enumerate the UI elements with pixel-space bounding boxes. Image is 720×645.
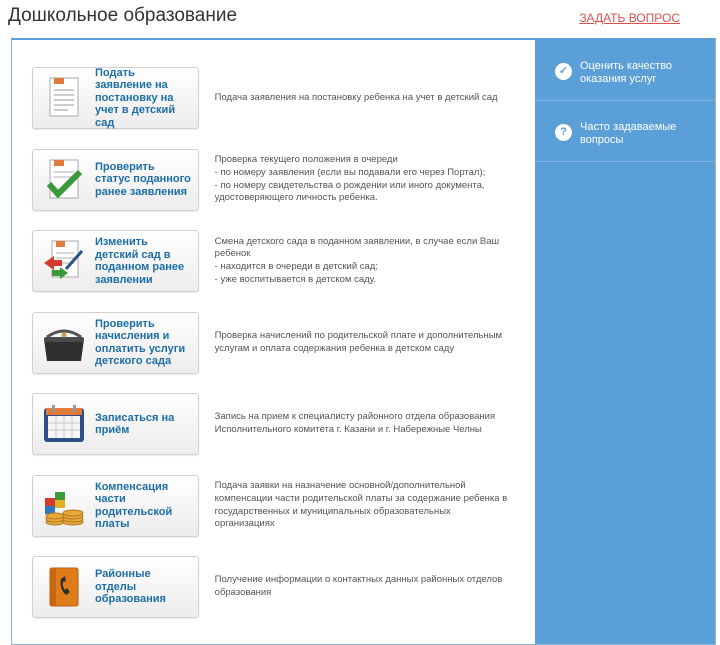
question-icon: ?	[555, 124, 572, 141]
document-check-icon	[41, 157, 87, 203]
payments-description: Проверка начислений по родительской плате и дополнительным услугам и оплата содержания ребенка в детском саду	[214, 329, 503, 354]
document-edit-icon	[41, 238, 87, 284]
coins-icon	[41, 483, 87, 529]
check-status-button-label: Проверить статус поданного ранее заявления	[95, 160, 191, 198]
sidebar-item-faq[interactable]	[535, 101, 715, 162]
service-row-compensation	[32, 475, 512, 537]
sidebar	[535, 40, 715, 644]
page-title: Дошкольное образование	[8, 5, 238, 26]
compensation-description: Подача заявки на назначение основной/дополнительной компенсации части родительской платы за содержание ребенка в государственных и муниципальных образовательных организациях	[214, 480, 508, 530]
service-row-payments	[32, 312, 512, 374]
appointment-button-label: Записаться на приём	[95, 411, 175, 436]
sidebar-item-label: Оценить качество оказания услуг	[580, 60, 673, 85]
sidebar-item-label: Часто задаваемые вопросы	[580, 121, 677, 146]
apply-button-label: Подать заявление на постановку на учет в детский сад	[95, 66, 176, 129]
apply-description: Подача заявления на постановку ребенка на учет в детский сад	[214, 91, 498, 103]
service-row-appointment	[32, 393, 512, 455]
appointment-button[interactable]	[32, 393, 199, 455]
document-icon	[41, 75, 87, 121]
apply-button[interactable]	[32, 67, 199, 129]
services-list	[32, 67, 512, 638]
payments-button[interactable]	[32, 312, 199, 374]
district-offices-description: Получение информации о контактных данных районных отделов образования	[214, 574, 503, 598]
appointment-description: Запись на прием к специалисту районного отдела образования Исполнительного комитета г. Казани и г. Набережные Челны	[214, 411, 496, 435]
payments-button-label: Проверить начисления и оплатить услуги детского сада	[95, 317, 186, 367]
services-panel	[11, 38, 716, 645]
district-offices-button[interactable]	[32, 556, 199, 618]
change-kindergarten-description: Смена детского сада в поданном заявлении, в случае если Ваш ребенок - находится в очереди в детский сад; - уже воспитывается в детском саду.	[214, 235, 500, 285]
sidebar-item-rate-quality[interactable]	[535, 40, 715, 101]
check-icon: ✓	[555, 63, 572, 80]
district-offices-button-label: Районные отделы образования	[95, 568, 166, 606]
check-status-description: Проверка текущего положения в очереди - по номеру заявления (если вы подавали его через Портал); - по номеру свидетельства о рождении или иного документа, удостоверяющего личность ребенка.	[214, 154, 486, 204]
phonebook-icon	[41, 564, 87, 610]
compensation-button-label: Компенсация части родительской платы	[95, 480, 173, 530]
change-kindergarten-button[interactable]	[32, 230, 199, 292]
wallet-icon	[41, 320, 87, 366]
ask-question-link[interactable]: ЗАДАТЬ ВОПРОС	[579, 11, 680, 25]
service-row-apply	[32, 67, 512, 129]
calendar-icon	[41, 401, 87, 447]
compensation-button[interactable]	[32, 475, 199, 537]
service-row-district-offices	[32, 556, 512, 618]
service-row-change-kindergarten	[32, 230, 512, 292]
service-row-check-status	[32, 149, 512, 211]
check-status-button[interactable]	[32, 149, 199, 211]
change-kindergarten-button-label: Изменить детский сад в поданном ранее заявлении	[95, 236, 185, 286]
